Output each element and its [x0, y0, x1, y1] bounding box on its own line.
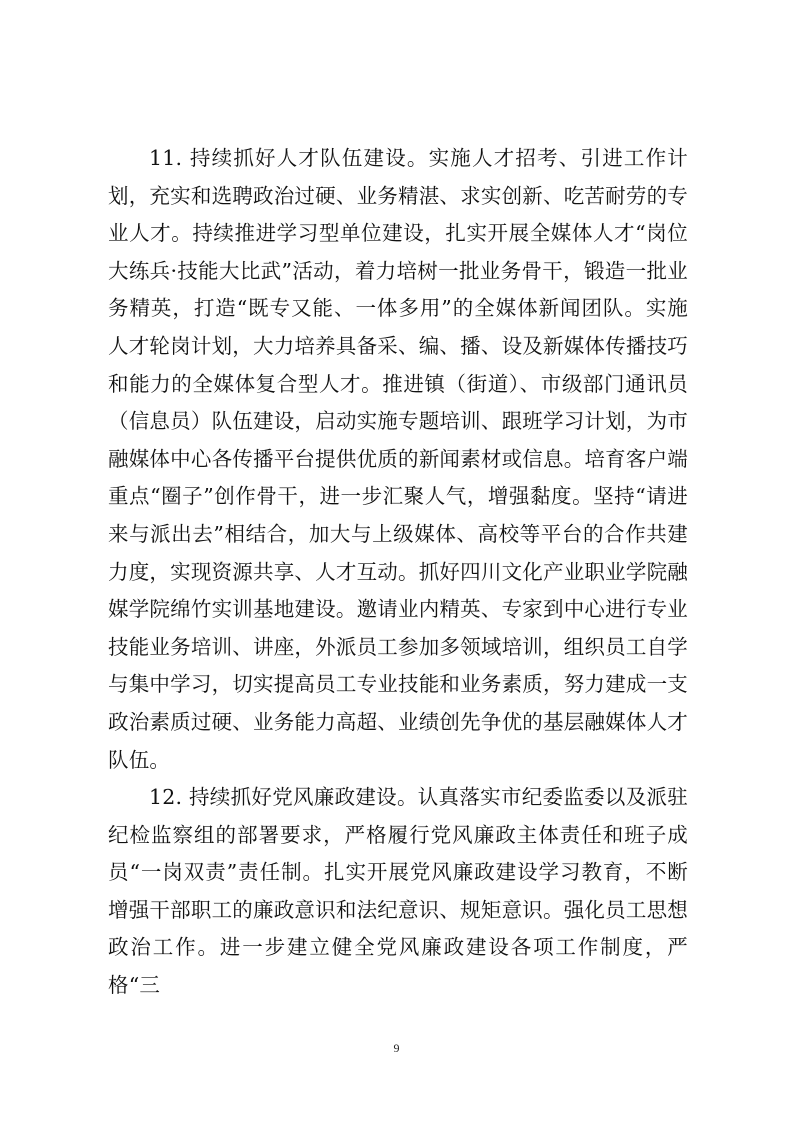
paragraph-party-conduct: 12. 持续抓好党风廉政建设。认真落实市纪委监委以及派驻纪检监察组的部署要求，严格履行党风廉政主体责任和班子成员“一岗双责”责任制。扎实开展党风廉政建设学习教育，不断增强干部职工的廉政意识和法纪意识、规矩意识。强化员工思想政治工作。进一步建立健全党风廉政建设各项工作制度，严格“三: [108, 785, 688, 998]
page-number: 9: [393, 1041, 400, 1055]
paragraph-talent-team: 11. 持续抓好人才队伍建设。实施人才招考、引进工作计划，充实和选聘政治过硬、业务精湛、求实创新、吃苦耐劳的专业人才。持续推进学习型单位建设，扎实开展全媒体人才“岗位大练兵·技能大比武”活动，着力培树一批业务骨干，锻造一批业务精英，打造“既专又能、一体多用”的全媒体新闻团队。实施人才轮岗计划，大力培养具备采、编、播、设及新媒体传播技巧和能力的全媒体复合型人才。推进镇（街道）、市级部门通讯员（信息员）队伍建设，启动实施专题培训、跟班学习计划，为市融媒体中心各传播平台提供优质的新闻素材或信息。培育客户端重点“圈子”创作骨干，进一步汇聚人气，增强黏度。坚持“请进来与派出去”相结合，加大与上级媒体、高校等平台的合作共建力度，实现资源共享、人才互动。抓好四川文化产业职业学院融媒学院绵竹实训基地建设。邀请业内精英、专家到中心进行专业技能业务培训、讲座，外派员工参加多领域培训，组织员工自学与集中学习，切实提高员工专业技能和业务素质，努力建成一支政治素质过硬、业务能力高超、业绩创先争优的基层融媒体人才队伍。: [108, 146, 688, 772]
document-body: [108, 140, 688, 1005]
